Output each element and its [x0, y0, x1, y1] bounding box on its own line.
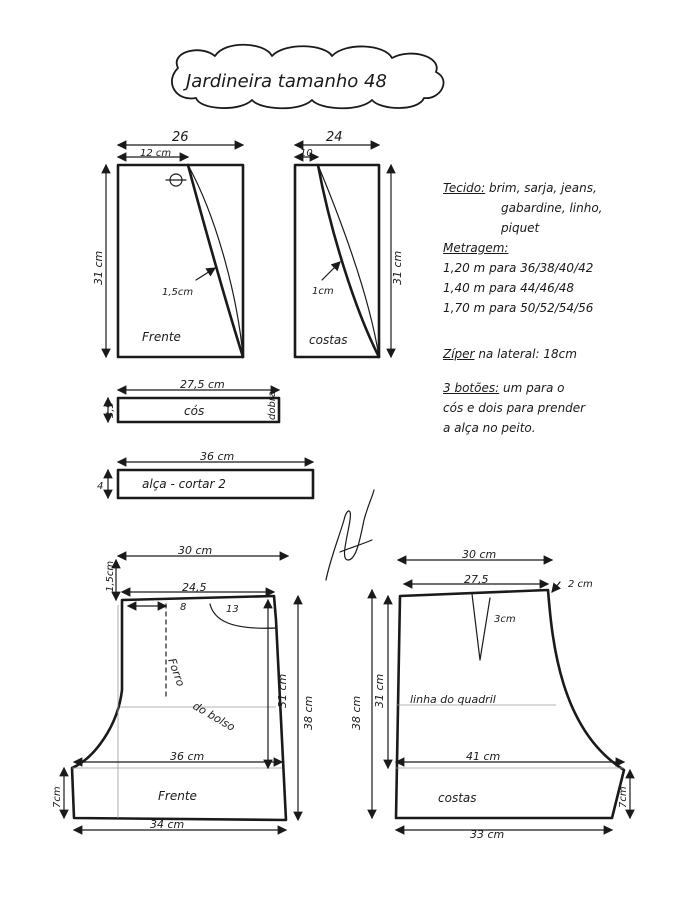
front-waist: 24,5 [182, 581, 207, 594]
back-waist: 27,5 [464, 573, 489, 586]
fabric-label: Tecido: [443, 181, 486, 195]
yardage-row [443, 258, 693, 278]
bib-front-height: 31 cm [92, 250, 105, 285]
buttons-text-3: a alça no peito. [443, 421, 536, 435]
fabric-row [443, 178, 693, 198]
bib-front-label: Frente [142, 330, 181, 344]
back-bottom-width: 33 cm [470, 828, 505, 841]
waistband-width: 27,5 cm [180, 378, 225, 391]
front-pant-piece [52, 544, 315, 831]
bib-back-height: 31 cm [391, 250, 404, 285]
buttons-text-1: um para o [502, 381, 565, 395]
title-cloud [172, 45, 444, 109]
bib-back-piece [295, 130, 404, 357]
zipper-text: na lateral: 18cm [478, 347, 577, 361]
zipper-row [443, 344, 693, 364]
buttons-text-2: cós e dois para prender [443, 401, 586, 415]
signature [326, 490, 374, 580]
yardage-label: Metragem: [443, 241, 509, 255]
fabric-line-1: brim, sarja, jeans, [489, 181, 597, 195]
back-top-width: 30 cm [462, 548, 497, 561]
back-dart: 3cm [494, 614, 516, 625]
bib-back-label: costas [309, 333, 348, 347]
strap-piece [97, 450, 313, 498]
front-pocket-label-1: Forro [165, 656, 188, 689]
page-title: Jardineira tamanho 48 [186, 71, 387, 92]
front-inner-length: 31 cm [276, 673, 289, 708]
bib-front-curve: 1,5cm [162, 287, 194, 298]
buttons-label: 3 botões: [443, 381, 500, 395]
waistband-label: cós [184, 404, 205, 418]
yardage-row [443, 298, 693, 318]
back-hip-width: 41 cm [466, 750, 501, 763]
back-inner-length: 31 cm [373, 673, 386, 708]
front-pocket-label-2: do bolso [190, 699, 238, 734]
waistband-height: 3,5 [105, 402, 116, 418]
front-rise: 1,5cm [105, 560, 116, 592]
front-pant-label: Frente [158, 789, 197, 803]
yardage-word: para [489, 261, 517, 275]
yardage-word: para [489, 301, 517, 315]
buttons-row [443, 378, 693, 398]
back-rise: 2 cm [568, 579, 593, 590]
back-outer-length: 38 cm [350, 695, 363, 730]
front-hip-width: 36 cm [170, 750, 205, 763]
front-small-8: 8 [180, 602, 187, 613]
pattern-notes [443, 178, 693, 438]
strap-width: 36 cm [200, 450, 235, 463]
front-top-width: 30 cm [178, 544, 213, 557]
waistband-fold: dobra [267, 390, 278, 420]
yardage-sizes: 36/38/40/42 [520, 261, 594, 275]
fabric-line-3: piquet [501, 221, 540, 235]
strap-label: alça - cortar 2 [142, 477, 226, 491]
back-hip-line: linha do quadril [410, 693, 496, 706]
yardage-row [443, 278, 693, 298]
zipper-label: Zíper [443, 347, 475, 361]
bib-back-top-width: 10 [300, 148, 313, 159]
back-hem: 7cm [618, 786, 629, 808]
yardage-amount: 1,70 m [443, 301, 486, 315]
yardage-sizes: 44/46/48 [520, 281, 575, 295]
front-bottom-width: 34 cm [150, 818, 185, 831]
front-hem: 7cm [52, 786, 63, 808]
bib-front-piece [92, 130, 243, 357]
yardage-amount: 1,40 m [443, 281, 486, 295]
bib-front-top-width: 12 cm [140, 148, 172, 159]
bib-back-curve: 1cm [312, 286, 334, 297]
yardage-word: para [489, 281, 517, 295]
bib-back-width: 24 [326, 130, 343, 145]
front-outer-length: 38 cm [302, 695, 315, 730]
back-pant-label: costas [438, 791, 477, 805]
yardage-amount: 1,20 m [443, 261, 486, 275]
front-pocket-13: 13 [226, 604, 239, 615]
back-pant-piece [350, 548, 630, 841]
bib-front-width: 26 [172, 130, 189, 145]
waistband-piece [105, 378, 279, 422]
fabric-line-2: gabardine, linho, [501, 201, 603, 215]
yardage-sizes: 50/52/54/56 [520, 301, 594, 315]
strap-height: 4 [97, 481, 104, 492]
